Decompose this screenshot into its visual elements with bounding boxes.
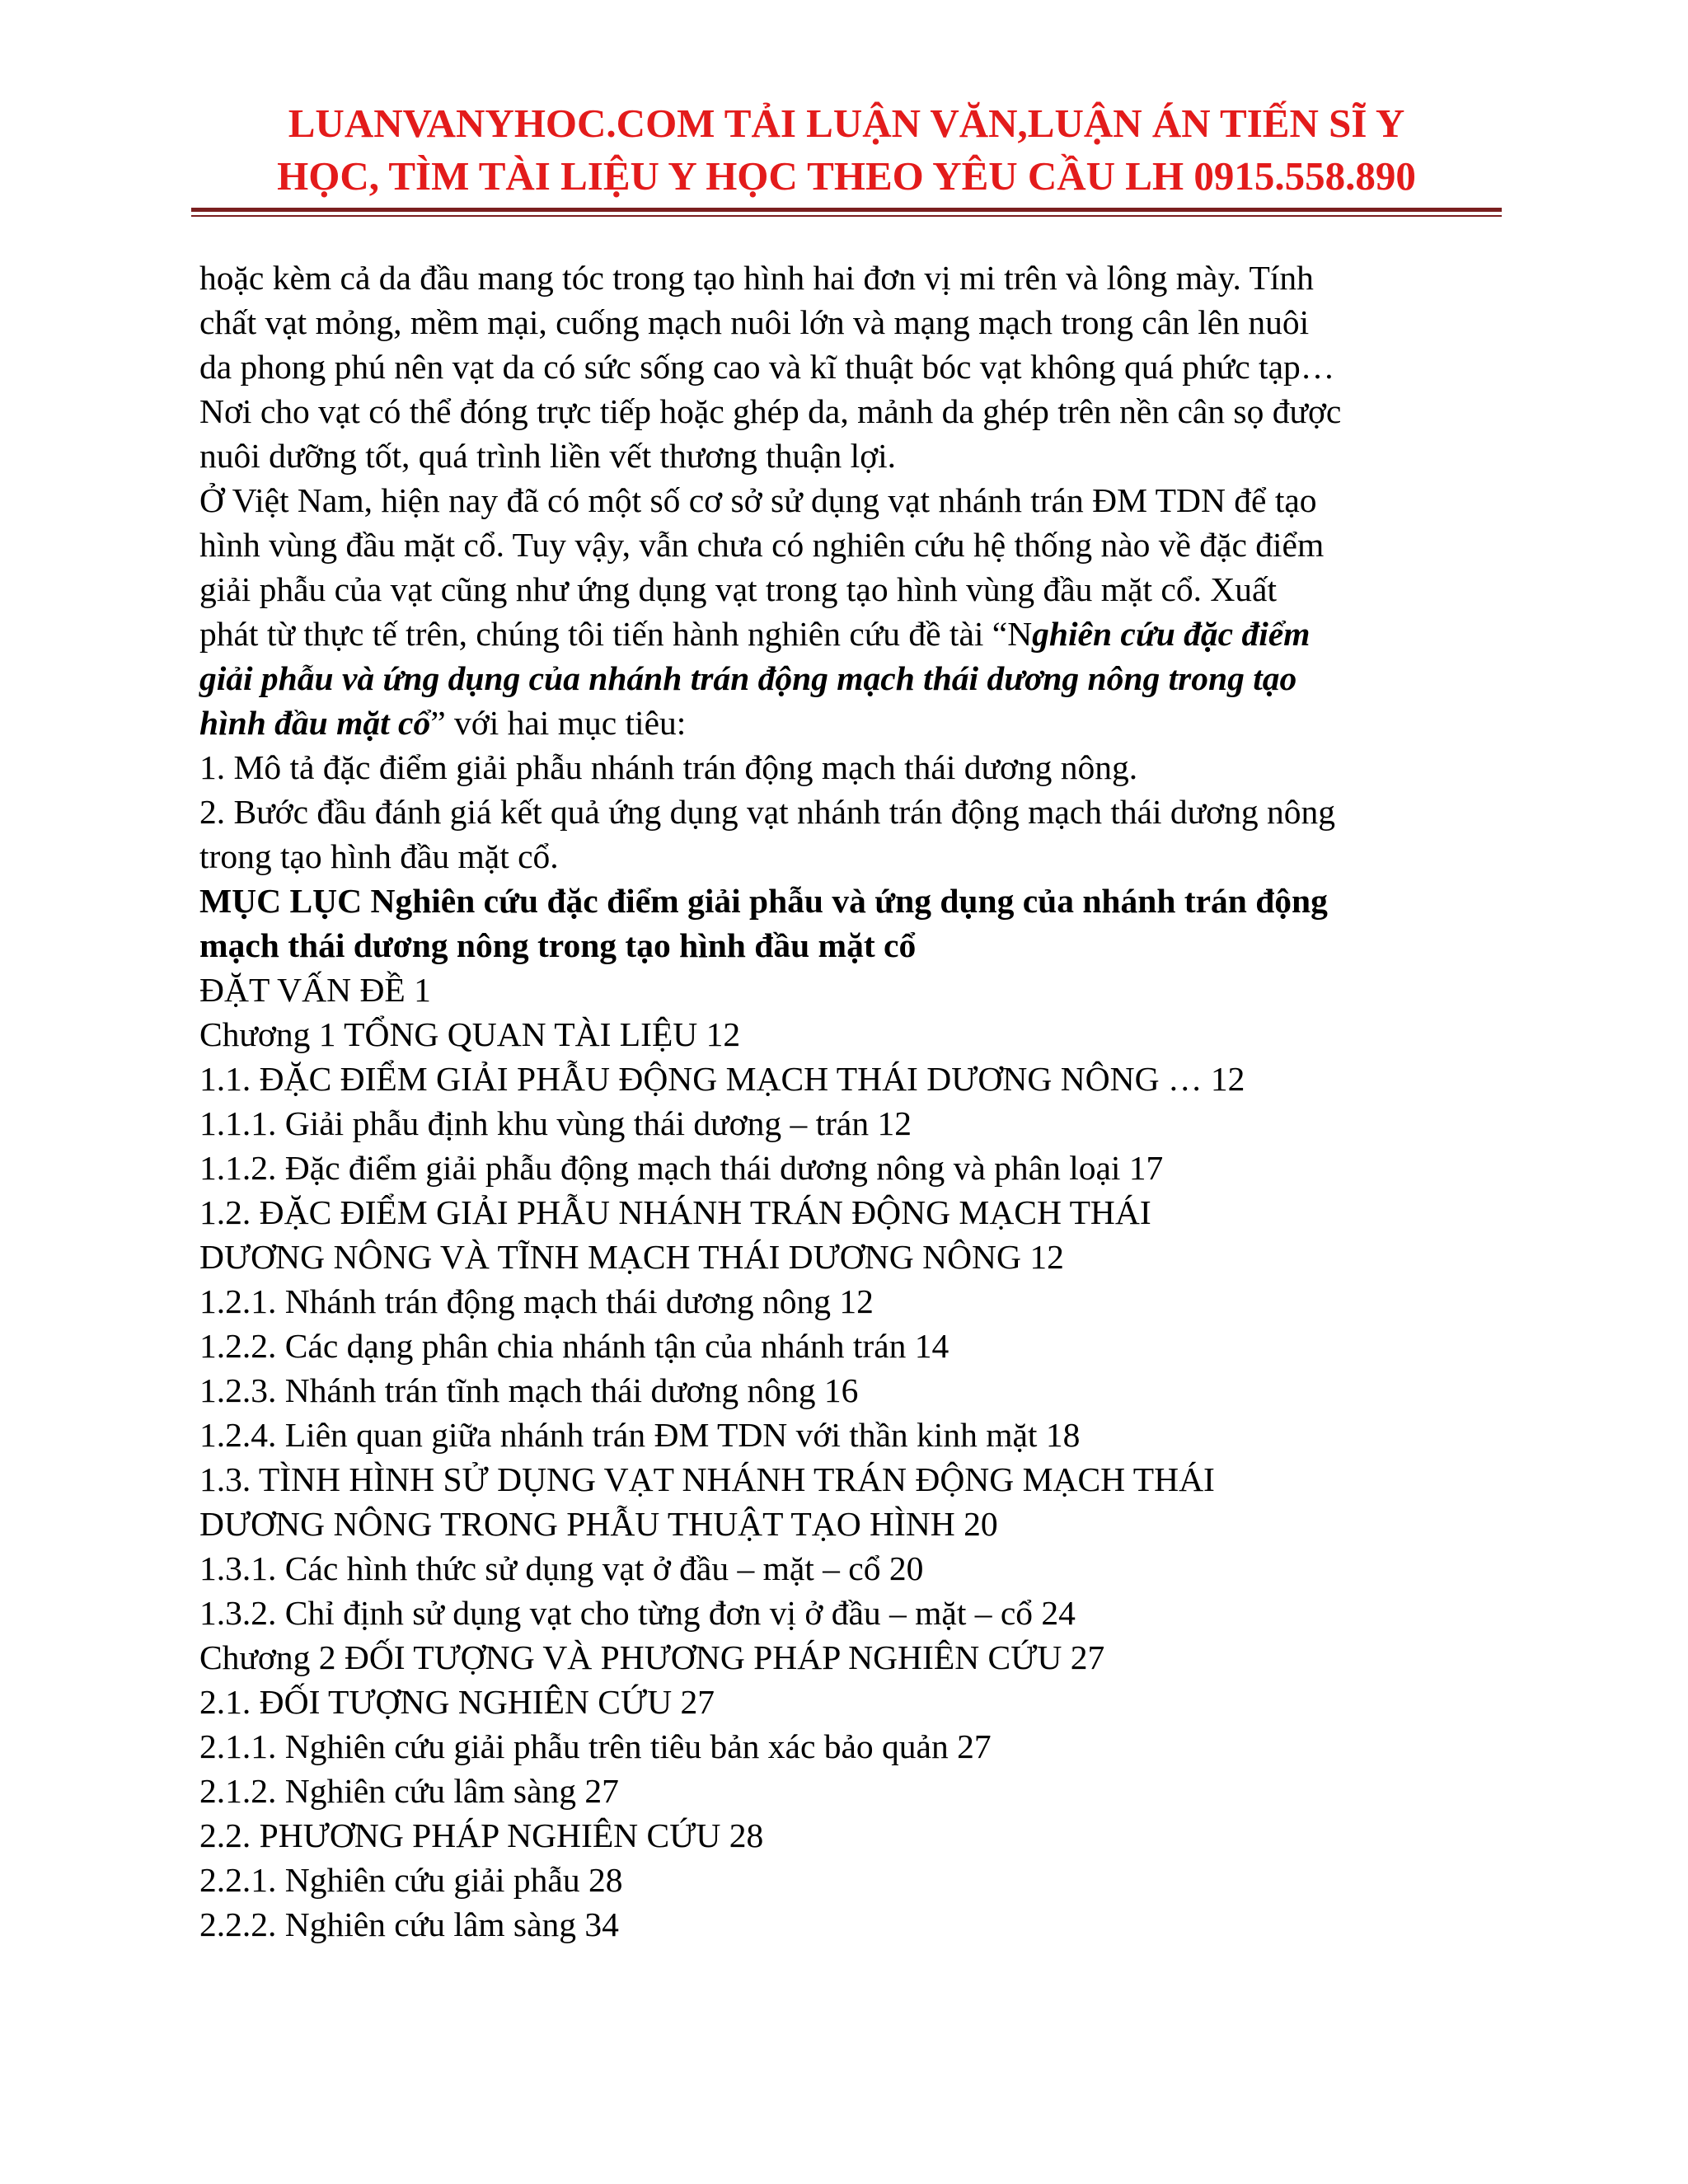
toc-item: 2.2.2. Nghiên cứu lâm sàng 34 xyxy=(199,1905,619,1943)
body-line: chất vạt mỏng, mềm mại, cuống mạch nuôi lớn và mạng mạch trong cân lên nuôi xyxy=(199,303,1310,341)
toc-item: 2.2. PHƯƠNG PHÁP NGHIÊN CỨU 28 xyxy=(199,1816,764,1854)
header-line-1: LUANVANYHOC.COM TẢI LUẬN VĂN,LUẬN ÁN TIẾN SĨ Y xyxy=(288,101,1405,146)
body-line: giải phẫu của vạt cũng như ứng dụng vạt trong tạo hình vùng đầu mặt cổ. Xuất xyxy=(199,570,1277,608)
toc-item: 2.2.1. Nghiên cứu giải phẫu 28 xyxy=(199,1861,623,1899)
body-line: da phong phú nên vạt da có sức sống cao và kĩ thuật bóc vạt không quá phức tạp… xyxy=(199,348,1335,386)
toc-item: Chương 2 ĐỐI TƯỢNG VÀ PHƯƠNG PHÁP NGHIÊN CỨU 27 xyxy=(199,1638,1105,1676)
header-rule-thick xyxy=(191,208,1502,212)
toc-heading: MỤC LỤC Nghiên cứu đặc điểm giải phẫu và ứng dụng của nhánh trán động xyxy=(199,882,1328,920)
body-line xyxy=(199,701,1493,745)
toc-item: 1.1. ĐẶC ĐIỂM GIẢI PHẪU ĐỘNG MẠCH THÁI DƯƠNG NÔNG … 12 xyxy=(199,1060,1245,1098)
toc-item: DƯƠNG NÔNG TRONG PHẪU THUẬT TẠO HÌNH 20 xyxy=(199,1505,998,1543)
toc-item: 1.1.2. Đặc điểm giải phẫu động mạch thái dương nông và phân loại 17 xyxy=(199,1149,1164,1187)
toc-item: DƯƠNG NÔNG VÀ TĨNH MẠCH THÁI DƯƠNG NÔNG 12 xyxy=(199,1238,1064,1276)
toc-item: 1.3.2. Chỉ định sử dụng vạt cho từng đơn vị ở đầu – mặt – cổ 24 xyxy=(199,1594,1076,1632)
study-title-line: giải phẫu và ứng dụng của nhánh trán động mạch thái dương nông trong tạo xyxy=(199,659,1297,697)
toc-item: 2.1.2. Nghiên cứu lâm sàng 27 xyxy=(199,1772,619,1810)
toc-item: 1.3.1. Các hình thức sử dụng vạt ở đầu – mặt – cổ 20 xyxy=(199,1549,924,1587)
toc-item: 1.3. TÌNH HÌNH SỬ DỤNG VẠT NHÁNH TRÁN ĐỘNG MẠCH THÁI xyxy=(199,1460,1215,1498)
toc-item: 1.2.3. Nhánh trán tĩnh mạch thái dương nông 16 xyxy=(199,1371,859,1409)
objective-2-cont: trong tạo hình đầu mặt cổ. xyxy=(199,837,559,875)
toc-heading: mạch thái dương nông trong tạo hình đầu mặt cổ xyxy=(199,926,917,964)
body-line: Nơi cho vạt có thể đóng trực tiếp hoặc ghép da, mảnh da ghép trên nền cân sọ được xyxy=(199,392,1342,430)
study-title-text: ghiên cứu đặc điểm xyxy=(1032,615,1311,653)
toc-item: 1.2.2. Các dạng phân chia nhánh tận của nhánh trán 14 xyxy=(199,1327,950,1365)
body-line: nuôi dưỡng tốt, quá trình liền vết thương thuận lợi. xyxy=(199,437,897,475)
body-line: hoặc kèm cả da đầu mang tóc trong tạo hình hai đơn vị mi trên và lông mày. Tính xyxy=(199,259,1314,297)
header-line-2: HỌC, TÌM TÀI LIỆU Y HỌC THEO YÊU CẦU LH 0915.558.890 xyxy=(277,153,1416,199)
header-rule-thin xyxy=(191,215,1502,217)
study-title-text: hình đầu mặt cổ xyxy=(199,704,431,742)
body-text: ” với hai mục tiêu: xyxy=(430,704,687,742)
toc-item: 1.2.4. Liên quan giữa nhánh trán ĐM TDN với thần kinh mặt 18 xyxy=(199,1416,1081,1454)
toc-item: ĐẶT VẤN ĐỀ 1 xyxy=(199,971,431,1009)
toc-item: 1.1.1. Giải phẫu định khu vùng thái dương – trán 12 xyxy=(199,1104,912,1142)
toc-item: 1.2.1. Nhánh trán động mạch thái dương nông 12 xyxy=(199,1282,874,1320)
toc-item: 2.1. ĐỐI TƯỢNG NGHIÊN CỨU 27 xyxy=(199,1683,715,1721)
toc-item: Chương 1 TỔNG QUAN TÀI LIỆU 12 xyxy=(199,1015,741,1053)
toc-item: 2.1.1. Nghiên cứu giải phẫu trên tiêu bản xác bảo quản 27 xyxy=(199,1727,992,1765)
objective-1: 1. Mô tả đặc điểm giải phẫu nhánh trán động mạch thái dương nông. xyxy=(199,748,1138,786)
body-line xyxy=(199,612,1493,656)
body-line: Ở Việt Nam, hiện nay đã có một số cơ sở sử dụng vạt nhánh trán ĐM TDN để tạo xyxy=(199,481,1317,519)
objective-2: 2. Bước đầu đánh giá kết quả ứng dụng vạt nhánh trán động mạch thái dương nông xyxy=(199,793,1335,831)
toc-item: 1.2. ĐẶC ĐIỂM GIẢI PHẪU NHÁNH TRÁN ĐỘNG MẠCH THÁI xyxy=(199,1193,1151,1231)
toc-list xyxy=(199,968,1493,1947)
body-text: phát từ thực tế trên, chúng tôi tiến hành nghiên cứu đề tài “N xyxy=(199,615,1033,653)
document-body xyxy=(199,255,1493,1947)
body-line: hình vùng đầu mặt cổ. Tuy vậy, vẫn chưa có nghiên cứu hệ thống nào về đặc điểm xyxy=(199,526,1325,564)
page-header xyxy=(191,97,1502,203)
